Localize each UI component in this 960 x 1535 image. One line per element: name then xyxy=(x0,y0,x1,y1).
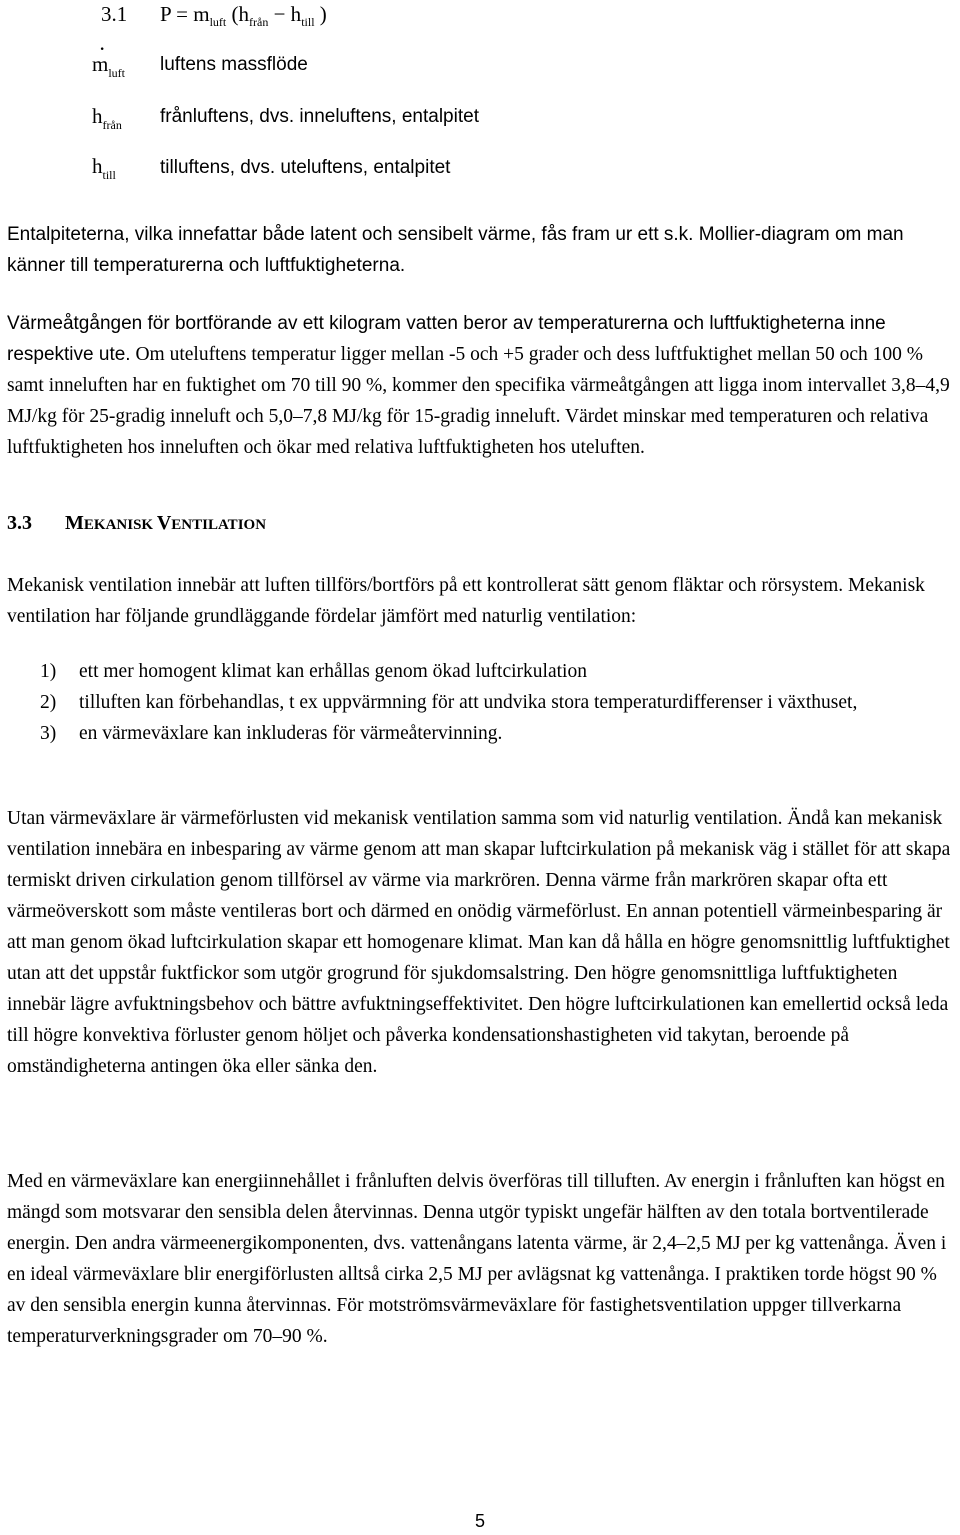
definition-text: frånluftens, dvs. inneluftens, entalpitet xyxy=(160,106,479,127)
paragraph-mekanisk-intro: Mekanisk ventilation innebär att luften tillförs/bortförs på ett kontrollerat sätt genom fläktar och rörsystem. Mekanisk ventilation har följande grundläggande fördelar jämfört med naturlig ventilation: xyxy=(7,575,925,627)
definition-text: luftens massflöde xyxy=(160,54,308,75)
equation-number: 3.1 xyxy=(101,2,128,26)
definition-text: tilluftens, dvs. uteluftens, entalpitet xyxy=(160,157,451,178)
advantages-list xyxy=(40,656,940,749)
paragraph-utan-varmevaxlare: Utan värmeväxlare är värmeförlusten vid mekanisk ventilation samma som vid naturlig ventilation. Ändå kan mekanisk ventilation innebära en inbesparing av värme genom att man skapar luftcirkulation på mekanisk väg i stället för att skapa termiskt driven cirkulation genom tillförsel av värme via markrören. Denna värme från markrören skapar ofta ett värmeöverskott som måste ventileras bort och därmed en onödig värmeförlust. En annan potentiell värmeinbesparing är att man genom ökad luftcirkulation skapar ett homogenare klimat. Man kan då hålla en högre genomsnittlig luftfuktighet utan att det uppstår fuktfickor som utgör grogrund för sjukdomsalstring. Den högre genomsnittliga luftfuktigheten innebär lägre avfuktningsbehov och bättre avfuktningseffektivitet. Den högre luftcirkulationen kan emellertid också leda till högre konvektiva förluster genom höljet och påverka kondensationshastigheten vid takytan, beroende på omständigheterna antingen öka eller sänka den. xyxy=(7,808,951,1077)
page-number: 5 xyxy=(474,1511,485,1531)
paragraph-entalpiteter: Entalpiteterna, vilka innefattar både latent och sensibelt värme, fås fram ur ett s.k. Mollier-diagram om man känner till temperaturerna och luftfuktigheterna. xyxy=(7,224,904,276)
paragraph-med-varmevaxlare: Med en värmeväxlare kan energiinnehållet i frånluften delvis överföras till tilluften. Av energin i frånluften kan högst en mängd som motsvarar den sensibla delen återvinnas. Denna utgör typiskt ungefär hälften av den totala bortventilerade energin. Den andra värmeenergikomponenten, dvs. vattenångans latenta värme, är 2,4–2,5 MJ per kg vattenånga. Även i en ideal värmeväxlare blir energiförlusten alltså cirka 2,5 MJ per avlägsnat kg vattenånga. I praktiken torde högst 90 % av den sensibla energin kunna återvinnas. För motströmsvärmeväxlare för fastighetsventilation uppger tillverkarna temperaturverkningsgrader om 70–90 %. xyxy=(7,1171,947,1347)
section-heading: 3.3 MEKANISK VENTILATION xyxy=(7,512,267,534)
equation: P = · $m_{luft}$ ($h_{från} - h_{till}$ ) xyxy=(160,2,327,30)
list-item: 1) ett mer homogent klimat kan erhållas genom ökad luftcirkulation xyxy=(40,661,587,682)
definition-symbol: $h_{till}$ xyxy=(92,154,116,182)
list-item: 3) en värmeväxlare kan inkluderas för värmeåtervinning. xyxy=(40,723,503,744)
definition-symbol: $h_{från}$ xyxy=(92,104,122,132)
list-item: 2) tilluften kan förbehandlas, t ex uppvärmning för att undvika stora temperaturdifferenser i växthuset, xyxy=(40,692,858,713)
definition-symbol: · $m_{luft}$ xyxy=(92,52,125,81)
paragraph-varmeatgang: Värmeåtgången för bortförande av ett kilogram vatten beror av temperaturerna och luftfuktigheterna inne respektive ute. Om uteluftens temperatur ligger mellan -5 och +5 grader och dess luftfuktighet mellan 50 och 100 % samt inneluften har en fuktighet om 70 till 90 %, kommer den specifika värmeåtgången att ligga inom intervallet 3,8–4,9 MJ/kg för 25-gradig inneluft och 5,0–7,8 MJ/kg för 15-gradig inneluft. Värdet minskar med temperaturen och relativa luftfuktigheten hos inneluften och ökar med relativa luftfuktigheten hos uteluften. xyxy=(7,313,950,458)
